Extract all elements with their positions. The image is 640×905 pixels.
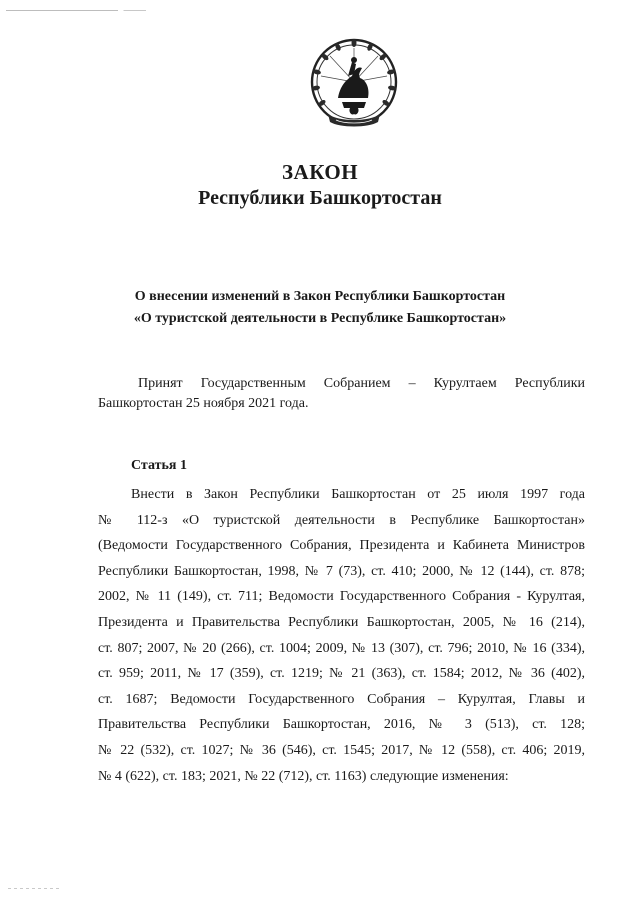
article-title: Статья 1 [131, 458, 187, 473]
law-title: ЗАКОН [281, 160, 359, 184]
article-line: (Ведомости Государственного Собрания, Президента и Кабинета Министров [98, 538, 585, 554]
article-line: Правительства Республики Башкортостан, 2016, № 3 (513), ст. 128; [98, 717, 585, 733]
article-line: ст. 807; 2007, № 20 (266), ст. 1004; 2009, № 13 (307), ст. 796; 2010, № 16 (334), [98, 640, 585, 656]
article-line: Республики Башкортостан, 1998, № 7 (73), ст. 410; 2000, № 12 (144), ст. 878; [98, 563, 585, 579]
article-line: Внести в Закон Республики Башкортостан от 25 июля 1997 года [131, 487, 585, 502]
article-body [98, 482, 585, 789]
article-line: ст. 1687; Ведомости Государственного Собрания – Курултая, Главы и [98, 691, 585, 707]
scan-artifact-bottom [8, 888, 62, 889]
scan-artifact-top [6, 10, 146, 11]
article-line: № 22 (532), ст. 1027; № 36 (546), ст. 1545; 2017, № 12 (558), ст. 406; 2019, [98, 742, 585, 758]
coat-of-arms-icon [308, 36, 400, 132]
article-line: 2002, № 11 (149), ст. 711; Ведомости Государственного Собрания - Курултая, [98, 589, 585, 605]
article-line: ст. 959; 2011, № 17 (359), ст. 1219; № 21 (363), ст. 1584; 2012, № 36 (402), [98, 666, 585, 682]
adoption-line: Башкортостан 25 ноября 2021 года. [98, 396, 309, 411]
article-line: № 4 (622), ст. 183; 2021, № 22 (712), ст. 1163) следующие изменения: [98, 768, 509, 784]
article-line: № 112-з «О туристской деятельности в Республике Башкортостан» [98, 512, 585, 528]
article-line: Президента и Правительства Республики Башкортостан, 2005, № 16 (214), [98, 614, 585, 630]
heading-line: «О туристской деятельности в Республике Башкортостан» [133, 311, 507, 326]
adoption-line: Принят Государственным Собранием – Курултаем Республики [138, 376, 585, 391]
heading-line: О внесении изменений в Закон Республики Башкортостан [134, 289, 506, 304]
law-subtitle: Республики Башкортостан [198, 187, 442, 209]
adoption-note [98, 374, 585, 414]
law-heading [0, 286, 640, 330]
